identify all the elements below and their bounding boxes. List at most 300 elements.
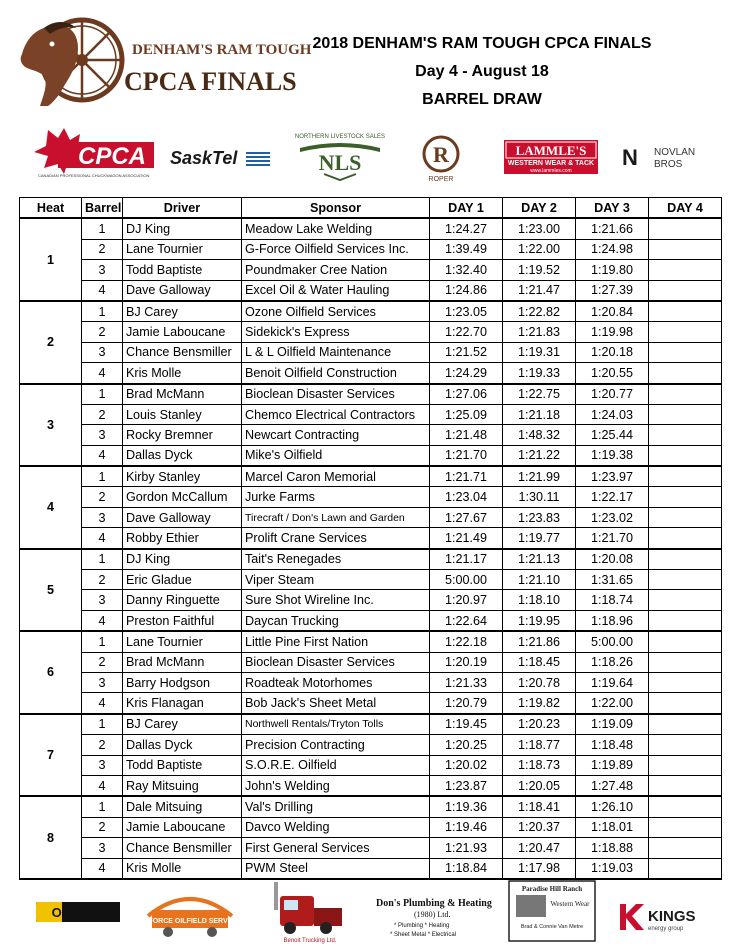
day2-time-cell: 1:20.47: [503, 838, 576, 858]
barrel-cell: 1: [82, 466, 123, 487]
gforce-logo: [138, 886, 242, 942]
day1-time-cell: 1:21.17: [430, 549, 503, 570]
driver-cell: DJ King: [123, 549, 242, 570]
top-sponsor-logos: [28, 124, 718, 184]
barrel-cell: 1: [82, 549, 123, 570]
driver-cell: BJ Carey: [123, 301, 242, 322]
day1-time-cell: 1:22.70: [430, 322, 503, 342]
driver-cell: DJ King: [123, 218, 242, 239]
day2-time-cell: 1:20.05: [503, 775, 576, 796]
sponsor-cell: Jurke Farms: [242, 487, 430, 507]
sponsor-cell: Tirecraft / Don's Lawn and Garden: [242, 507, 430, 527]
oktire-logo: [36, 902, 120, 922]
day4-time-cell: [649, 714, 722, 735]
barrel-cell: 4: [82, 693, 123, 714]
day3-time-cell: 1:18.26: [576, 652, 649, 672]
sponsor-cell: Roadteak Motorhomes: [242, 672, 430, 692]
day3-time-cell: 1:24.98: [576, 239, 649, 259]
table-row: [20, 218, 722, 239]
day2-time-cell: 1:19.82: [503, 693, 576, 714]
day4-time-cell: [649, 858, 722, 879]
sponsor-cell: Chemco Electrical Contractors: [242, 404, 430, 424]
day2-time-cell: 1:18.41: [503, 796, 576, 817]
day1-time-cell: 1:27.67: [430, 507, 503, 527]
barrel-cell: 1: [82, 301, 123, 322]
day1-time-cell: 1:20.25: [430, 735, 503, 755]
lammles-url-text: www.lammles.com: [530, 168, 572, 174]
day1-time-cell: 1:25.09: [430, 404, 503, 424]
heat-number-cell: 4: [20, 466, 82, 549]
lammles-sub-text: WESTERN WEAR & TACK: [507, 160, 595, 167]
driver-cell: Todd Baptiste: [123, 755, 242, 775]
day4-time-cell: [649, 384, 722, 405]
header-driver: Driver: [123, 198, 242, 219]
barrel-cell: 3: [82, 260, 123, 280]
barrel-cell: 1: [82, 384, 123, 405]
sponsor-cell: Bioclean Disaster Services: [242, 384, 430, 405]
day1-time-cell: 1:39.49: [430, 239, 503, 259]
day1-time-cell: 1:20.19: [430, 652, 503, 672]
day4-time-cell: [649, 218, 722, 239]
barrel-cell: 3: [82, 342, 123, 362]
day4-time-cell: [649, 672, 722, 692]
dons-text-4: * Sheet Metal * Electrical: [390, 932, 457, 938]
day2-time-cell: 1:48.32: [503, 425, 576, 445]
barrel-cell: 4: [82, 775, 123, 796]
table-row: [20, 301, 722, 322]
day2-time-cell: 1:18.45: [503, 652, 576, 672]
day3-time-cell: 1:18.48: [576, 735, 649, 755]
day2-time-cell: 1:21.86: [503, 631, 576, 652]
barrel-cell: 4: [82, 363, 123, 384]
header-day1: DAY 1: [430, 198, 503, 219]
driver-cell: Ray Mitsuing: [123, 775, 242, 796]
table-header-row: [20, 198, 722, 219]
logo-top-text: DENHAM'S RAM TOUGH: [132, 42, 312, 58]
day1-time-cell: 1:27.06: [430, 384, 503, 405]
lammles-text: LAMMLE'S: [515, 143, 587, 158]
day3-time-cell: 1:23.02: [576, 507, 649, 527]
novlan-logo: [622, 142, 718, 172]
table-row: [20, 796, 722, 817]
sponsor-cell: S.O.R.E. Oilfield: [242, 755, 430, 775]
day4-time-cell: [649, 652, 722, 672]
table-row: [20, 672, 722, 692]
sponsor-cell: L & L Oilfield Maintenance: [242, 342, 430, 362]
driver-cell: Dave Galloway: [123, 507, 242, 527]
driver-cell: Kris Flanagan: [123, 693, 242, 714]
kings-text: KINGS: [648, 908, 696, 925]
barrel-cell: 2: [82, 570, 123, 590]
table-row: [20, 817, 722, 837]
day4-time-cell: [649, 466, 722, 487]
sponsor-cell: Precision Contracting: [242, 735, 430, 755]
day1-time-cell: 1:20.97: [430, 590, 503, 610]
barrel-cell: 4: [82, 445, 123, 466]
day2-time-cell: 1:22.82: [503, 301, 576, 322]
table-row: [20, 384, 722, 405]
driver-cell: Preston Faithful: [123, 610, 242, 631]
sponsor-cell: Excel Oil & Water Hauling: [242, 280, 430, 301]
day2-time-cell: 1:21.47: [503, 280, 576, 301]
barrel-cell: 3: [82, 590, 123, 610]
day1-time-cell: 1:19.36: [430, 796, 503, 817]
day4-time-cell: [649, 693, 722, 714]
day3-time-cell: 1:20.84: [576, 301, 649, 322]
driver-cell: Gordon McCallum: [123, 487, 242, 507]
table-row: [20, 693, 722, 714]
table-row: [20, 487, 722, 507]
day4-time-cell: [649, 404, 722, 424]
header-barrel: Barrel: [82, 198, 123, 219]
sponsor-cell: John's Welding: [242, 775, 430, 796]
sponsor-cell: First General Services: [242, 838, 430, 858]
sponsor-cell: Ozone Oilfield Services: [242, 301, 430, 322]
sponsor-cell: Bob Jack's Sheet Metal: [242, 693, 430, 714]
table-row: [20, 322, 722, 342]
kings-logo: [618, 902, 718, 932]
sponsor-cell: Meadow Lake Welding: [242, 218, 430, 239]
roper-logo: [416, 132, 466, 184]
table-row: [20, 755, 722, 775]
day1-time-cell: 1:24.29: [430, 363, 503, 384]
barrel-cell: 3: [82, 507, 123, 527]
barrel-cell: 2: [82, 404, 123, 424]
sasktel-logo: [170, 146, 276, 170]
sponsor-cell: Sure Shot Wireline Inc.: [242, 590, 430, 610]
barrel-cell: 3: [82, 672, 123, 692]
day3-time-cell: 1:19.38: [576, 445, 649, 466]
dons-plumbing-logo: [374, 894, 492, 940]
novlan-text-1: NOVLAN: [654, 147, 696, 158]
barrel-cell: 4: [82, 280, 123, 301]
sponsor-cell: Tait's Renegades: [242, 549, 430, 570]
driver-cell: Danny Ringuette: [123, 590, 242, 610]
day4-time-cell: [649, 301, 722, 322]
page-subtitle: Day 4 - August 18: [415, 63, 549, 80]
day3-time-cell: 1:22.17: [576, 487, 649, 507]
paradise-hill-logo: [508, 880, 596, 942]
day3-time-cell: 1:19.80: [576, 260, 649, 280]
driver-cell: Dallas Dyck: [123, 445, 242, 466]
sponsor-cell: Sidekick's Express: [242, 322, 430, 342]
driver-cell: Kris Molle: [123, 858, 242, 879]
logo-bottom-text: CPCA FINALS: [124, 67, 297, 96]
dons-text-2: (1980) Ltd.: [414, 910, 451, 919]
day3-time-cell: 1:23.97: [576, 466, 649, 487]
day1-time-cell: 1:32.40: [430, 260, 503, 280]
day3-time-cell: 5:00.00: [576, 631, 649, 652]
day1-time-cell: 1:20.02: [430, 755, 503, 775]
day3-time-cell: 1:18.96: [576, 610, 649, 631]
barrel-cell: 1: [82, 631, 123, 652]
day4-time-cell: [649, 445, 722, 466]
day4-time-cell: [649, 342, 722, 362]
table-row: [20, 610, 722, 631]
day4-time-cell: [649, 260, 722, 280]
driver-cell: Dallas Dyck: [123, 735, 242, 755]
day1-time-cell: 1:21.93: [430, 838, 503, 858]
paradise-text-1: Paradise Hill Ranch: [521, 885, 583, 893]
sponsor-cell: PWM Steel: [242, 858, 430, 879]
day1-time-cell: 1:22.18: [430, 631, 503, 652]
bottom-sponsor-logos: [30, 878, 730, 944]
heat-number-cell: 6: [20, 631, 82, 714]
sasktel-text: SaskTel: [170, 148, 238, 168]
day3-time-cell: 1:18.88: [576, 838, 649, 858]
barrel-cell: 3: [82, 755, 123, 775]
roper-text: ROPER: [428, 176, 454, 183]
sponsor-cell: Prolift Crane Services: [242, 528, 430, 549]
day4-time-cell: [649, 425, 722, 445]
day2-time-cell: 1:21.22: [503, 445, 576, 466]
barrel-cell: 2: [82, 652, 123, 672]
day2-time-cell: 1:20.78: [503, 672, 576, 692]
heat-number-cell: 8: [20, 796, 82, 879]
novlan-text-2: BROS: [654, 159, 683, 170]
barrel-cell: 3: [82, 425, 123, 445]
barrel-cell: 4: [82, 610, 123, 631]
day2-time-cell: 1:19.95: [503, 610, 576, 631]
cpca-text: CPCA: [78, 143, 147, 170]
sponsor-cell: Marcel Caron Memorial: [242, 466, 430, 487]
day2-time-cell: 1:19.31: [503, 342, 576, 362]
day3-time-cell: 1:24.03: [576, 404, 649, 424]
day4-time-cell: [649, 775, 722, 796]
day3-time-cell: 1:19.89: [576, 755, 649, 775]
heat-number-cell: 2: [20, 301, 82, 384]
oktire-text: OK TIRE: [51, 905, 105, 920]
driver-cell: Chance Bensmiller: [123, 342, 242, 362]
barrel-cell: 2: [82, 817, 123, 837]
driver-cell: Rocky Bremner: [123, 425, 242, 445]
dons-text-1: Don's Plumbing & Heating: [376, 898, 492, 909]
day3-time-cell: 1:25.44: [576, 425, 649, 445]
driver-cell: Eric Gladue: [123, 570, 242, 590]
driver-cell: Jamie Laboucane: [123, 322, 242, 342]
paradise-text-3: Brad & Connie Van Metre: [520, 924, 584, 930]
day4-time-cell: [649, 549, 722, 570]
day4-time-cell: [649, 239, 722, 259]
day1-time-cell: 1:21.52: [430, 342, 503, 362]
day4-time-cell: [649, 280, 722, 301]
day2-time-cell: 1:21.13: [503, 549, 576, 570]
table-row: [20, 549, 722, 570]
day3-time-cell: 1:18.01: [576, 817, 649, 837]
day2-time-cell: 1:21.10: [503, 570, 576, 590]
table-row: [20, 631, 722, 652]
day2-time-cell: 1:30.11: [503, 487, 576, 507]
table-row: [20, 652, 722, 672]
gforce-text: G-FORCE OILFIELD SERVICE: [140, 918, 240, 925]
driver-cell: Lane Tournier: [123, 239, 242, 259]
header-day4: DAY 4: [649, 198, 722, 219]
driver-cell: Jamie Laboucane: [123, 817, 242, 837]
barrel-draw-table: [19, 197, 722, 880]
table-row: [20, 570, 722, 590]
nls-text: NLS: [318, 150, 362, 175]
driver-cell: Robby Ethier: [123, 528, 242, 549]
day4-time-cell: [649, 363, 722, 384]
barrel-cell: 4: [82, 858, 123, 879]
cpca-logo: [28, 124, 158, 180]
table-row: [20, 838, 722, 858]
novlan-mark: N: [622, 145, 638, 170]
cpca-finals-logo: [14, 14, 312, 114]
driver-cell: Lane Tournier: [123, 631, 242, 652]
day2-time-cell: 1:21.18: [503, 404, 576, 424]
driver-cell: Todd Baptiste: [123, 260, 242, 280]
benoit-logo: [270, 878, 350, 944]
day4-time-cell: [649, 590, 722, 610]
page-title: 2018 DENHAM'S RAM TOUGH CPCA FINALS: [312, 35, 652, 52]
barrel-cell: 2: [82, 239, 123, 259]
day2-time-cell: 1:20.23: [503, 714, 576, 735]
driver-cell: Louis Stanley: [123, 404, 242, 424]
table-row: [20, 590, 722, 610]
day1-time-cell: 1:21.70: [430, 445, 503, 466]
day4-time-cell: [649, 610, 722, 631]
table-row: [20, 507, 722, 527]
day1-time-cell: 1:22.64: [430, 610, 503, 631]
sponsor-cell: Northwell Rentals/Tryton Tolls: [242, 714, 430, 735]
day3-time-cell: 1:20.55: [576, 363, 649, 384]
table-row: [20, 528, 722, 549]
day3-time-cell: 1:19.64: [576, 672, 649, 692]
day4-time-cell: [649, 487, 722, 507]
day3-time-cell: 1:21.70: [576, 528, 649, 549]
sponsor-cell: Viper Steam: [242, 570, 430, 590]
day2-time-cell: 1:21.99: [503, 466, 576, 487]
day3-time-cell: 1:27.39: [576, 280, 649, 301]
day1-time-cell: 1:24.86: [430, 280, 503, 301]
driver-cell: Kirby Stanley: [123, 466, 242, 487]
table-row: [20, 342, 722, 362]
driver-cell: Barry Hodgson: [123, 672, 242, 692]
day2-time-cell: 1:19.77: [503, 528, 576, 549]
day4-time-cell: [649, 570, 722, 590]
driver-cell: Dale Mitsuing: [123, 796, 242, 817]
day3-time-cell: 1:20.18: [576, 342, 649, 362]
day3-time-cell: 1:20.08: [576, 549, 649, 570]
day2-time-cell: 1:23.83: [503, 507, 576, 527]
cpca-small-text: CANADIAN PROFESSIONAL CHUCKWAGON ASSOCIATION: [38, 173, 150, 178]
day3-time-cell: 1:26.10: [576, 796, 649, 817]
sponsor-cell: G-Force Oilfield Services Inc.: [242, 239, 430, 259]
day1-time-cell: 1:23.05: [430, 301, 503, 322]
table-row: [20, 425, 722, 445]
day3-time-cell: 1:19.09: [576, 714, 649, 735]
day1-time-cell: 1:21.49: [430, 528, 503, 549]
day1-time-cell: 1:20.79: [430, 693, 503, 714]
day4-time-cell: [649, 507, 722, 527]
table-row: [20, 280, 722, 301]
driver-cell: Dave Galloway: [123, 280, 242, 301]
day3-time-cell: 1:18.74: [576, 590, 649, 610]
day4-time-cell: [649, 322, 722, 342]
sponsor-cell: Davco Welding: [242, 817, 430, 837]
barrel-cell: 4: [82, 528, 123, 549]
day4-time-cell: [649, 838, 722, 858]
day1-time-cell: 1:23.04: [430, 487, 503, 507]
driver-cell: BJ Carey: [123, 714, 242, 735]
day2-time-cell: 1:23.00: [503, 218, 576, 239]
day2-time-cell: 1:19.33: [503, 363, 576, 384]
barrel-cell: 2: [82, 735, 123, 755]
dons-text-3: * Plumbing * Heating: [394, 923, 450, 929]
heat-number-cell: 5: [20, 549, 82, 632]
table-row: [20, 404, 722, 424]
table-row: [20, 239, 722, 259]
lammles-logo: [504, 140, 598, 174]
table-body: [20, 218, 722, 879]
sponsor-cell: Daycan Trucking: [242, 610, 430, 631]
heat-number-cell: 1: [20, 218, 82, 301]
day1-time-cell: 1:21.71: [430, 466, 503, 487]
roper-letter: R: [433, 142, 449, 167]
day3-time-cell: 1:20.77: [576, 384, 649, 405]
day3-time-cell: 1:27.48: [576, 775, 649, 796]
day2-time-cell: 1:17.98: [503, 858, 576, 879]
heat-number-cell: 3: [20, 384, 82, 467]
day2-time-cell: 1:20.37: [503, 817, 576, 837]
day1-time-cell: 1:19.46: [430, 817, 503, 837]
table-row: [20, 445, 722, 466]
sponsor-cell: Benoit Oilfield Construction: [242, 363, 430, 384]
barrel-cell: 1: [82, 714, 123, 735]
horse-wheel-emblem: [14, 14, 312, 114]
day2-time-cell: 1:18.10: [503, 590, 576, 610]
barrel-cell: 3: [82, 838, 123, 858]
day1-time-cell: 5:00.00: [430, 570, 503, 590]
sponsor-cell: Little Pine First Nation: [242, 631, 430, 652]
nls-top-text: NORTHERN LIVESTOCK SALES: [294, 134, 386, 140]
driver-cell: Brad McMann: [123, 652, 242, 672]
day4-time-cell: [649, 528, 722, 549]
sponsor-cell: Poundmaker Cree Nation: [242, 260, 430, 280]
day3-time-cell: 1:31.65: [576, 570, 649, 590]
benoit-text: Benoit Trucking Ltd.: [283, 938, 337, 944]
header-day2: DAY 2: [503, 198, 576, 219]
barrel-cell: 1: [82, 218, 123, 239]
day3-time-cell: 1:22.00: [576, 693, 649, 714]
day3-time-cell: 1:19.03: [576, 858, 649, 879]
day2-time-cell: 1:22.00: [503, 239, 576, 259]
driver-cell: Brad McMann: [123, 384, 242, 405]
kings-sub-text: energy group: [648, 926, 684, 932]
driver-cell: Kris Molle: [123, 363, 242, 384]
table-row: [20, 858, 722, 879]
day1-time-cell: 1:21.33: [430, 672, 503, 692]
table-row: [20, 775, 722, 796]
header-titles: [292, 34, 672, 110]
sponsor-cell: Val's Drilling: [242, 796, 430, 817]
header-sponsor: Sponsor: [242, 198, 430, 219]
day2-time-cell: 1:21.83: [503, 322, 576, 342]
day2-time-cell: 1:19.52: [503, 260, 576, 280]
nls-logo: [294, 130, 386, 182]
table-row: [20, 363, 722, 384]
section-title: BARREL DRAW: [422, 91, 542, 108]
table-row: [20, 466, 722, 487]
day2-time-cell: 1:22.75: [503, 384, 576, 405]
day4-time-cell: [649, 755, 722, 775]
day2-time-cell: 1:18.73: [503, 755, 576, 775]
day4-time-cell: [649, 817, 722, 837]
sponsor-cell: Bioclean Disaster Services: [242, 652, 430, 672]
day1-time-cell: 1:24.27: [430, 218, 503, 239]
barrel-cell: 2: [82, 487, 123, 507]
